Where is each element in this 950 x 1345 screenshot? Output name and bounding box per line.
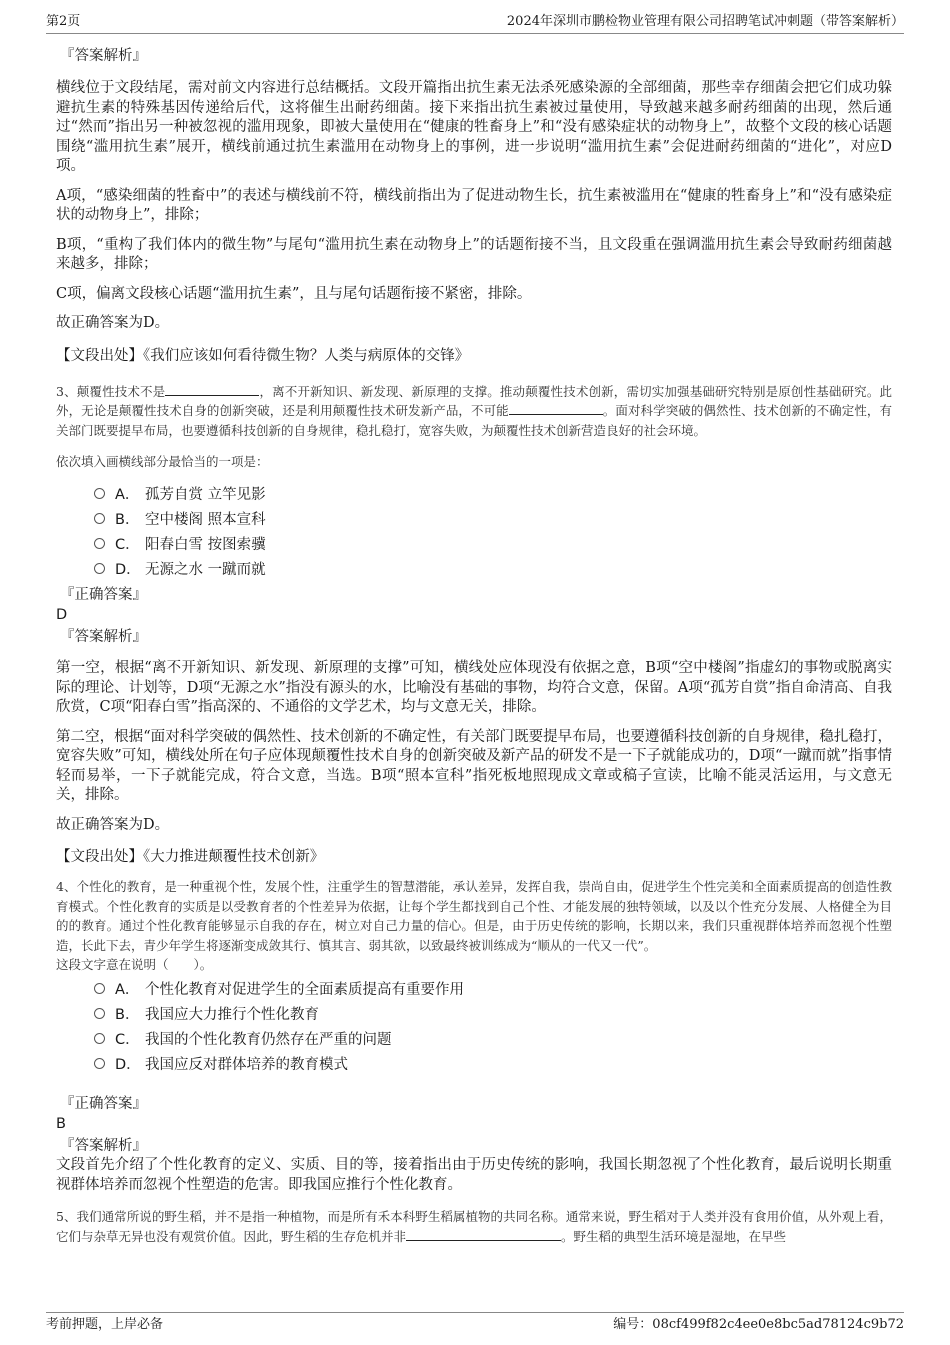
- correct-answer: B: [56, 1116, 66, 1132]
- answer-label: 『正确答案』: [60, 1096, 147, 1112]
- radio-button[interactable]: [94, 563, 105, 574]
- option-b[interactable]: B． 空中楼阁 照本宣科: [94, 506, 892, 531]
- analysis-paragraph: C项，偏离文段核心话题“滥用抗生素”，且与尾句话题衔接不紧密，排除。: [56, 285, 532, 302]
- document-title: 2024年深圳市鹏检物业管理有限公司招聘笔试冲刺题（带答案解析）: [506, 14, 904, 29]
- option-b[interactable]: B． 我国应大力推行个性化教育: [94, 1001, 892, 1026]
- question-3-options: [94, 481, 892, 581]
- option-c[interactable]: C． 我国的个性化教育仍然存在严重的问题: [94, 1026, 892, 1051]
- analysis-paragraph: 第一空，根据“离不开新知识、新发现、新原理的支撑”可知，横线处应体现没有依据之意，B项“空中楼阁”指虚幻的事物或脱离实际的理论、计划等，D项“无源之水”指没有源头的水，比喻没有基础的事物，均符合文意，保留。A项“孤芳自赏”指自命清高、自我欣赏，C项“阳春白雪”指高深的、不通俗的文学艺术，均与文意无关，排除。: [56, 660, 892, 715]
- radio-button[interactable]: [94, 538, 105, 549]
- question-3-prompt: 依次填入画横线部分最恰当的一项是：: [56, 454, 269, 469]
- question-4-stem: 4、个性化的教育，是一种重视个性，发展个性，注重学生的智慧潜能，承认差异，发挥自我，崇尚自由，促进学生个性完美和全面素质提高的创造性教育模式。个性化教育的实质是以受教育者的个性差异为依据，让每个学生都找到自己个性、才能发展的独特领域，以及以个性充分发展、人格健全为目的的教育。通过个性化教育能够显示自我的存在，树立对自己力量的信心。但是，由于历史传统的影响，长期以来，我们只重视群体培养而忽视个性塑造，长此下去，青少年学生将逐渐变成敛其行、慎其言、弱其欲，以致最终被训练成为“顺从的一代又一代”。: [56, 879, 892, 953]
- question-3-stem: 3、颠覆性技术不是 ，离不开新知识、新发现、新原理的支撑。推动颠覆性技术创新，需切实加强基础研究特别是原创性基础研究。此外，无论是颠覆性技术自身的创新突破，还是利用颠覆性技术研发新产品，不可能 。面对科学突破的偶然性、技术创新的不确定性，有关部门既要提早布局，也要遵循科技创新的自身规律，稳扎稳打，宽容失败，为颠覆性技术创新营造良好的社会环境。: [56, 383, 892, 438]
- option-c[interactable]: C． 阳春白雪 按图索骥: [94, 531, 892, 556]
- page-number: 第2页: [46, 14, 81, 29]
- radio-button[interactable]: [94, 1033, 105, 1044]
- answer-label: 『正确答案』: [60, 587, 147, 603]
- fill-blank: [165, 383, 259, 396]
- option-a[interactable]: A． 孤芳自赏 立竿见影: [94, 481, 892, 506]
- radio-button[interactable]: [94, 983, 105, 994]
- radio-button[interactable]: [94, 513, 105, 524]
- analysis-paragraph: 横线位于文段结尾，需对前文内容进行总结概括。文段开篇指出抗生素无法杀死感染源的全部细菌，那些幸存细菌会把它们成功躲避抗生素的特殊基因传递给后代，这将催生出耐药细菌。接下来指出抗生素被过量使用，导致越来越多耐药细菌的出现，然后通过“然而”指出另一种被忽视的滥用现象，即被大量使用在“健康的牲畜身上”和“没有感染症状的动物身上”，故整个文段的核心话题围绕“滥用抗生素”展开，横线前通过抗生素滥用在动物身上的事例，进一步说明“滥用抗生素”会促进耐药细菌的“进化”，对应D项。: [56, 80, 892, 174]
- option-d[interactable]: D． 无源之水 一蹴而就: [94, 556, 892, 581]
- analysis-conclusion: 故正确答案为D。: [56, 816, 170, 833]
- analysis-label: 『答案解析』: [60, 629, 147, 645]
- footer-slogan: 考前押题，上岸必备: [46, 1317, 164, 1332]
- question-4-prompt: 这段文字意在说明（ ）。: [56, 957, 213, 972]
- page-footer: [46, 1312, 904, 1335]
- analysis-paragraph: 文段首先介绍了个性化教育的定义、实质、目的等，接着指出由于历史传统的影响，我国长期忽视了个性化教育，最后说明长期重视群体培养而忽视个性塑造的危害。即我国应推行个性化教育。: [56, 1157, 892, 1193]
- option-d[interactable]: D． 我国应反对群体培养的教育模式: [94, 1051, 892, 1076]
- analysis-label: 『答案解析』: [60, 48, 147, 64]
- fill-blank: [509, 402, 603, 415]
- page-header: [46, 13, 904, 34]
- analysis-paragraph: B项，“重构了我们体内的微生物”与尾句“滥用抗生素在动物身上”的话题衔接不当，且文段重在强调滥用抗生素会导致耐药细菌越来越多，排除；: [56, 236, 892, 272]
- analysis-paragraph: 第二空，根据“面对科学突破的偶然性、技术创新的不确定性，有关部门既要提早布局，也要遵循科技创新的自身规律，稳扎稳打，宽容失败”可知，横线处所在句子应体现颠覆性技术自身的创新突破及新产品的研发不是一下子就能成功的，D项“一蹴而就”指事情轻而易举，一下子就能完成，符合文意，当选。B项“照本宣科”指死板地照现成文章或稿子宣读，比喻不能灵活运用，与文意无关，排除。: [56, 728, 892, 803]
- fill-blank: [406, 1228, 561, 1241]
- radio-button[interactable]: [94, 488, 105, 499]
- analysis-paragraph: A项，“感染细菌的牲畜中”的表述与横线前不符，横线前指出为了促进动物生长，抗生素被滥用在“健康的牲畜身上”和“没有感染症状的动物身上”，排除；: [56, 187, 892, 223]
- radio-button[interactable]: [94, 1058, 105, 1069]
- source-citation: 【文段出处】《我们应该如何看待微生物？人类与病原体的交锋》: [56, 347, 470, 364]
- option-a[interactable]: A． 个性化教育对促进学生的全面素质提高有重要作用: [94, 976, 892, 1001]
- document-serial: 编号：08cf499f82c4ee0e8bc5ad78124c9b72: [613, 1317, 904, 1332]
- source-citation: 【文段出处】《大力推进颠覆性技术创新》: [56, 849, 325, 865]
- analysis-label: 『答案解析』: [60, 1138, 147, 1154]
- question-4-options: [94, 976, 892, 1076]
- question-5-stem: 5、我们通常所说的野生稻，并不是指一种植物，而是所有禾本科野生稻属植物的共同名称。通常来说，野生稻对于人类并没有食用价值，从外观上看，它们与杂草无异也没有观赏价值。因此，野生稻的生存危机并非 。野生稻的典型生活环境是湿地，在早些: [56, 1209, 892, 1244]
- analysis-conclusion: 故正确答案为D。: [56, 315, 170, 331]
- radio-button[interactable]: [94, 1008, 105, 1019]
- correct-answer: D: [56, 607, 68, 623]
- page-content: [56, 42, 892, 1246]
